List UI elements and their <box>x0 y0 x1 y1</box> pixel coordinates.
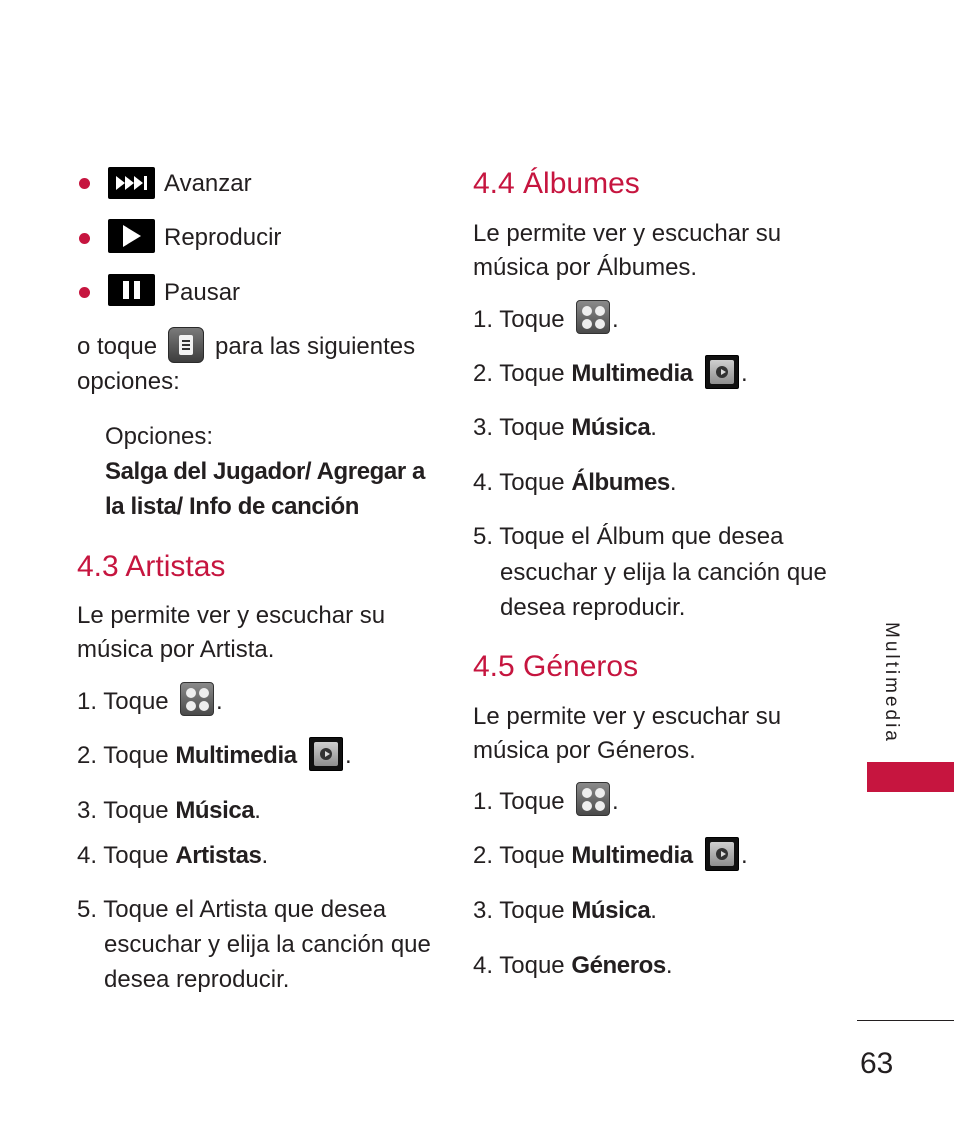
albums-step-5-line2: escuchar y elija la canción que <box>500 559 827 586</box>
control-label-avanzar: Avanzar <box>164 170 252 197</box>
artists-step-3: 3. Toque Música. <box>77 797 261 824</box>
artists-step-2-period: . <box>345 742 352 769</box>
control-label-reproducir: Reproducir <box>164 224 282 251</box>
artists-desc-line2: música por Artista. <box>77 636 275 663</box>
bullet <box>79 233 90 244</box>
genres-step-4: 4. Toque Géneros. <box>473 952 673 979</box>
albums-desc-line1: Le permite ver y escuchar su <box>473 220 782 247</box>
artists-step-1: 1. Toque <box>77 688 169 715</box>
options-word: opciones: <box>77 368 180 395</box>
apps-grid-icon <box>576 782 610 816</box>
genres-step-2-period: . <box>741 842 748 869</box>
artists-step-5-line2: escuchar y elija la canción que <box>104 931 431 958</box>
albums-step-4: 4. Toque Álbumes. <box>473 469 677 496</box>
albums-step-3: 3. Toque Música. <box>473 414 657 441</box>
apps-grid-icon <box>180 682 214 716</box>
apps-grid-icon <box>576 300 610 334</box>
section-heading-genres: 4.5 Géneros <box>473 650 639 683</box>
or-touch-rest-text: para las siguientes <box>215 333 416 360</box>
bullet <box>79 287 90 298</box>
genres-step-3: 3. Toque Música. <box>473 897 657 924</box>
artists-desc-line1: Le permite ver y escuchar su <box>77 602 386 629</box>
albums-step-1-period: . <box>612 306 619 333</box>
section-heading-artists: 4.3 Artistas <box>77 550 226 583</box>
genres-step-1-period: . <box>612 788 619 815</box>
options-list-line1: Salga del Jugador/ Agregar a <box>105 458 426 485</box>
genres-step-2: 2. Toque Multimedia <box>473 842 693 869</box>
albums-desc-line2: música por Álbumes. <box>473 254 698 281</box>
albums-step-5: 5. Toque el Álbum que desea <box>473 523 784 550</box>
multimedia-icon <box>705 837 739 871</box>
side-tab-label: Multimedia <box>881 622 902 744</box>
footer-rule <box>857 1020 954 1021</box>
section-heading-albums: 4.4 Álbumes <box>473 167 640 200</box>
or-touch-text: o toque <box>77 333 158 360</box>
artists-step-2: 2. Toque Multimedia <box>77 742 297 769</box>
albums-step-2-period: . <box>741 360 748 387</box>
artists-step-1-period: . <box>216 688 223 715</box>
page-number: 63 <box>860 1047 894 1080</box>
fast-forward-icon <box>108 167 155 199</box>
artists-step-5-line3: desea reproducir. <box>104 966 290 993</box>
play-icon <box>108 219 155 253</box>
artists-step-5: 5. Toque el Artista que desea <box>77 896 387 923</box>
control-label-pausar: Pausar <box>164 279 241 306</box>
albums-step-1: 1. Toque <box>473 306 565 333</box>
menu-icon <box>168 327 204 363</box>
artists-step-4: 4. Toque Artistas. <box>77 842 269 869</box>
genres-desc-line1: Le permite ver y escuchar su <box>473 703 782 730</box>
multimedia-icon <box>705 355 739 389</box>
albums-step-2: 2. Toque Multimedia <box>473 360 693 387</box>
bullet <box>79 178 90 189</box>
genres-desc-line2: música por Géneros. <box>473 737 696 764</box>
options-list-line2: la lista/ Info de canción <box>105 493 360 520</box>
genres-step-1: 1. Toque <box>473 788 565 815</box>
multimedia-icon <box>309 737 343 771</box>
pause-icon <box>108 274 155 306</box>
albums-step-5-line3: desea reproducir. <box>500 594 686 621</box>
side-tab-marker <box>867 762 954 792</box>
options-label: Opciones: <box>105 423 214 450</box>
